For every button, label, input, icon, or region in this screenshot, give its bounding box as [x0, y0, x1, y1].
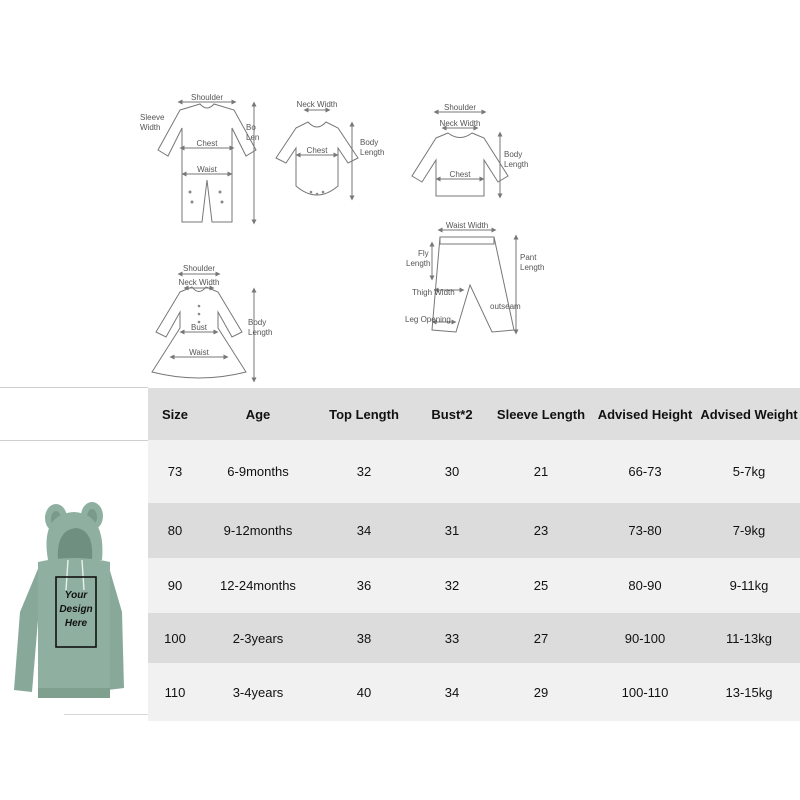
bodysuit-body-length-label-1: Body — [360, 138, 379, 147]
cell-size: 110 — [148, 663, 202, 721]
dress-neck-label: Neck Width — [178, 278, 220, 287]
pants-outseam-label: outseam — [490, 302, 521, 311]
table-row — [148, 663, 800, 721]
header-size: Size — [148, 388, 202, 440]
cell-advised-height: 100-110 — [592, 663, 698, 721]
cell-advised-weight: 13-15kg — [698, 663, 800, 721]
table-row — [148, 440, 800, 503]
cell-advised-weight: 7-9kg — [698, 503, 800, 558]
bodysuit-neck-label: Neck Width — [296, 100, 338, 109]
print-text-line1: Your — [64, 590, 88, 601]
cell-bust: 34 — [414, 663, 490, 721]
cell-bust: 32 — [414, 558, 490, 613]
header-advised-weight: Advised Weight — [698, 388, 800, 440]
pants-thigh-label: Thigh Width — [412, 288, 455, 297]
table-row — [148, 558, 800, 613]
cell-sleeve-length: 25 — [490, 558, 592, 613]
dress-body-length-label-1: Body — [248, 318, 267, 327]
pants-pant-length-label-2: Length — [520, 263, 545, 272]
cell-top-length: 36 — [314, 558, 414, 613]
cell-sleeve-length: 23 — [490, 503, 592, 558]
romper-chest-label: Chest — [196, 139, 218, 148]
cell-size: 100 — [148, 613, 202, 663]
cell-sleeve-length: 21 — [490, 440, 592, 503]
divider — [64, 714, 148, 715]
divider — [0, 440, 148, 441]
pants-waist-label: Waist Width — [445, 221, 489, 230]
romper-waist-label: Waist — [197, 165, 217, 174]
bodysuit-body-length-label-2: Length — [360, 148, 385, 157]
cell-age: 9-12months — [202, 503, 314, 558]
pants-fly-label-1: Fly — [418, 249, 429, 258]
size-chart-table — [148, 388, 800, 721]
table-row — [148, 503, 800, 558]
top-shoulder-label: Shoulder — [443, 103, 477, 112]
table-row — [148, 613, 800, 663]
header-advised-height: Advised Height — [592, 388, 698, 440]
romper-shoulder-label: Shoulder — [190, 93, 224, 102]
pants-diagram — [405, 221, 544, 332]
cell-advised-height: 90-100 — [592, 613, 698, 663]
cell-size: 90 — [148, 558, 202, 613]
cell-top-length: 40 — [314, 663, 414, 721]
cell-age: 12-24months — [202, 558, 314, 613]
top-body-length-label-2: Length — [504, 160, 529, 169]
dress-diagram — [152, 264, 272, 380]
top-diagram — [412, 103, 528, 196]
romper-body-length-label-2: Len — [246, 133, 260, 142]
cell-top-length: 38 — [314, 613, 414, 663]
cell-sleeve-length: 29 — [490, 663, 592, 721]
print-text-line3: Here — [64, 618, 88, 629]
dress-shoulder-label: Shoulder — [182, 264, 216, 273]
cell-age: 6-9months — [202, 440, 314, 503]
cell-sleeve-length: 27 — [490, 613, 592, 663]
cell-advised-height: 66-73 — [592, 440, 698, 503]
cell-size: 73 — [148, 440, 202, 503]
pants-pant-length-label-1: Pant — [520, 253, 537, 262]
dress-waist-label: Waist — [189, 348, 209, 357]
pants-fly-label-2: Length — [406, 259, 431, 268]
dress-body-length-label-2: Length — [248, 328, 273, 337]
cell-bust: 33 — [414, 613, 490, 663]
romper-sleeve-label-2: Width — [140, 123, 161, 132]
header-sleeve-length: Sleeve Length — [490, 388, 592, 440]
cell-advised-weight: 9-11kg — [698, 558, 800, 613]
bodysuit-chest-label: Chest — [306, 146, 328, 155]
top-chest-label: Chest — [449, 170, 471, 179]
romper-sleeve-label-1: Sleeve — [140, 113, 165, 122]
top-neck-label: Neck Width — [439, 119, 481, 128]
cell-advised-weight: 5-7kg — [698, 440, 800, 503]
measurement-diagrams — [0, 0, 800, 388]
header-age: Age — [202, 388, 314, 440]
top-body-length-label-1: Body — [504, 150, 523, 159]
table-header-row — [148, 388, 800, 440]
divider — [0, 387, 148, 388]
romper-body-length-label-1: Bo — [246, 123, 256, 132]
romper-diagram — [140, 93, 259, 222]
hoodie-product-image — [10, 502, 128, 707]
pants-leg-opening-label: Leg Opening — [405, 315, 451, 324]
cell-advised-height: 80-90 — [592, 558, 698, 613]
cell-bust: 31 — [414, 503, 490, 558]
bodysuit-diagram — [276, 100, 384, 198]
dress-bust-label: Bust — [190, 323, 208, 332]
header-top-length: Top Length — [314, 388, 414, 440]
cell-bust: 30 — [414, 440, 490, 503]
cell-top-length: 34 — [314, 503, 414, 558]
cell-advised-height: 73-80 — [592, 503, 698, 558]
cell-top-length: 32 — [314, 440, 414, 503]
header-bust: Bust*2 — [414, 388, 490, 440]
cell-age: 3-4years — [202, 663, 314, 721]
cell-size: 80 — [148, 503, 202, 558]
cell-advised-weight: 11-13kg — [698, 613, 800, 663]
print-text-line2: Design — [59, 604, 93, 615]
cell-age: 2-3years — [202, 613, 314, 663]
